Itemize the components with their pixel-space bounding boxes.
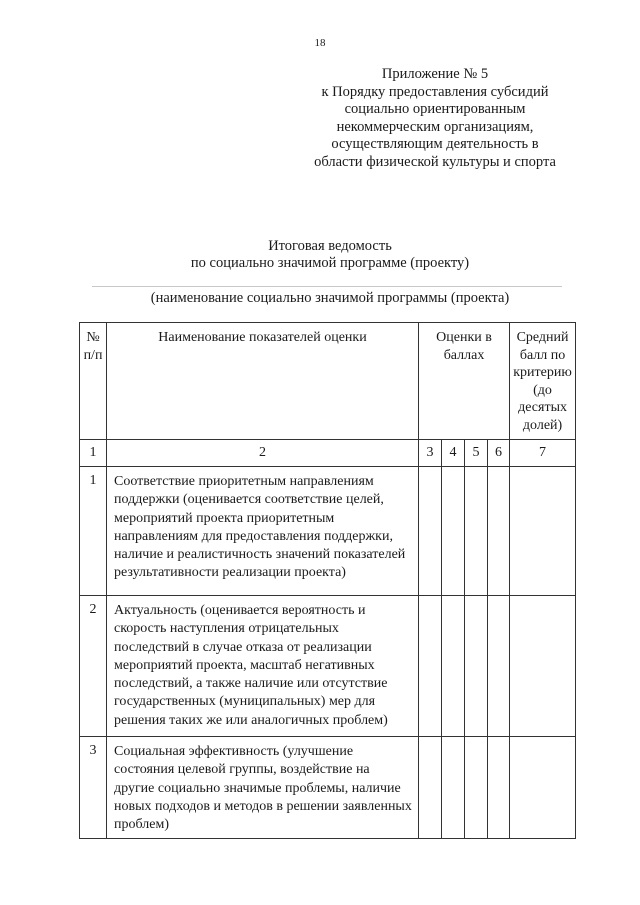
row-number: 2 [80,596,107,737]
column-number: 7 [510,440,576,467]
column-number: 3 [419,440,442,467]
header-scores: Оценки в баллах [419,323,510,440]
document-title [0,238,640,272]
score-cell[interactable] [488,467,510,596]
appendix-header [300,66,570,172]
appendix-line: некоммерческим организациям, [336,118,534,135]
appendix-line: осуществляющим деятельность в [331,136,539,153]
program-name-line [92,286,562,287]
table-row [80,737,576,839]
table-row [80,467,576,596]
column-number: 4 [442,440,465,467]
row-indicator-text: Соответствие приоритетным направлениям поддержки (оценивается соответствие целей, мероприятий проекта приоритетным направлениям для предоставления поддержки, наличие и реалистичность значений показателей результативности реализации проекта) [107,467,419,596]
column-number: 6 [488,440,510,467]
row-number: 3 [80,737,107,839]
score-cell[interactable] [465,467,488,596]
score-cell[interactable] [488,737,510,839]
header-num: № п/п [80,323,107,440]
appendix-line: области физической культуры и спорта [314,153,556,170]
score-cell[interactable] [442,737,465,839]
score-cell[interactable] [419,596,442,737]
program-name-caption: (наименование социально значимой программы (проекта) [150,290,510,306]
score-cell[interactable] [419,467,442,596]
column-number: 5 [465,440,488,467]
average-cell[interactable] [510,467,576,596]
page-number: 18 [314,37,326,49]
row-number: 1 [80,467,107,596]
appendix-line: к Порядку предоставления субсидий [321,83,549,100]
score-table [79,322,576,839]
score-cell[interactable] [442,467,465,596]
header-indicator: Наименование показателей оценки [107,323,419,440]
header-average: Средний балл по критерию (до десятых долей) [510,323,576,440]
score-cell[interactable] [465,737,488,839]
appendix-line: социально ориентированным [344,101,526,118]
title-line-2: по социально значимой программе (проекту) [190,255,470,271]
table-header-row [80,323,576,440]
table-row [80,596,576,737]
column-number: 1 [80,440,107,467]
row-indicator-text: Социальная эффективность (улучшение состояния целевой группы, воздействие на другие социально значимые проблемы, наличие новых подходов и методов в решении заявленных проблем) [107,737,419,839]
column-numbers-row [80,440,576,467]
score-cell[interactable] [442,596,465,737]
score-cell[interactable] [419,737,442,839]
average-cell[interactable] [510,737,576,839]
score-cell[interactable] [488,596,510,737]
title-line-1: Итоговая ведомость [268,238,392,254]
row-indicator-text: Актуальность (оценивается вероятность и скорость наступления отрицательных последствий в случае отказа от реализации мероприятий проекта, масштаб негативных последствий, а также наличие или отсутствие государственных (муниципальных) мер для решения таких же или аналогичных проблем) [107,596,419,737]
average-cell[interactable] [510,596,576,737]
appendix-line: Приложение № 5 [381,66,489,82]
column-number: 2 [107,440,419,467]
score-cell[interactable] [465,596,488,737]
